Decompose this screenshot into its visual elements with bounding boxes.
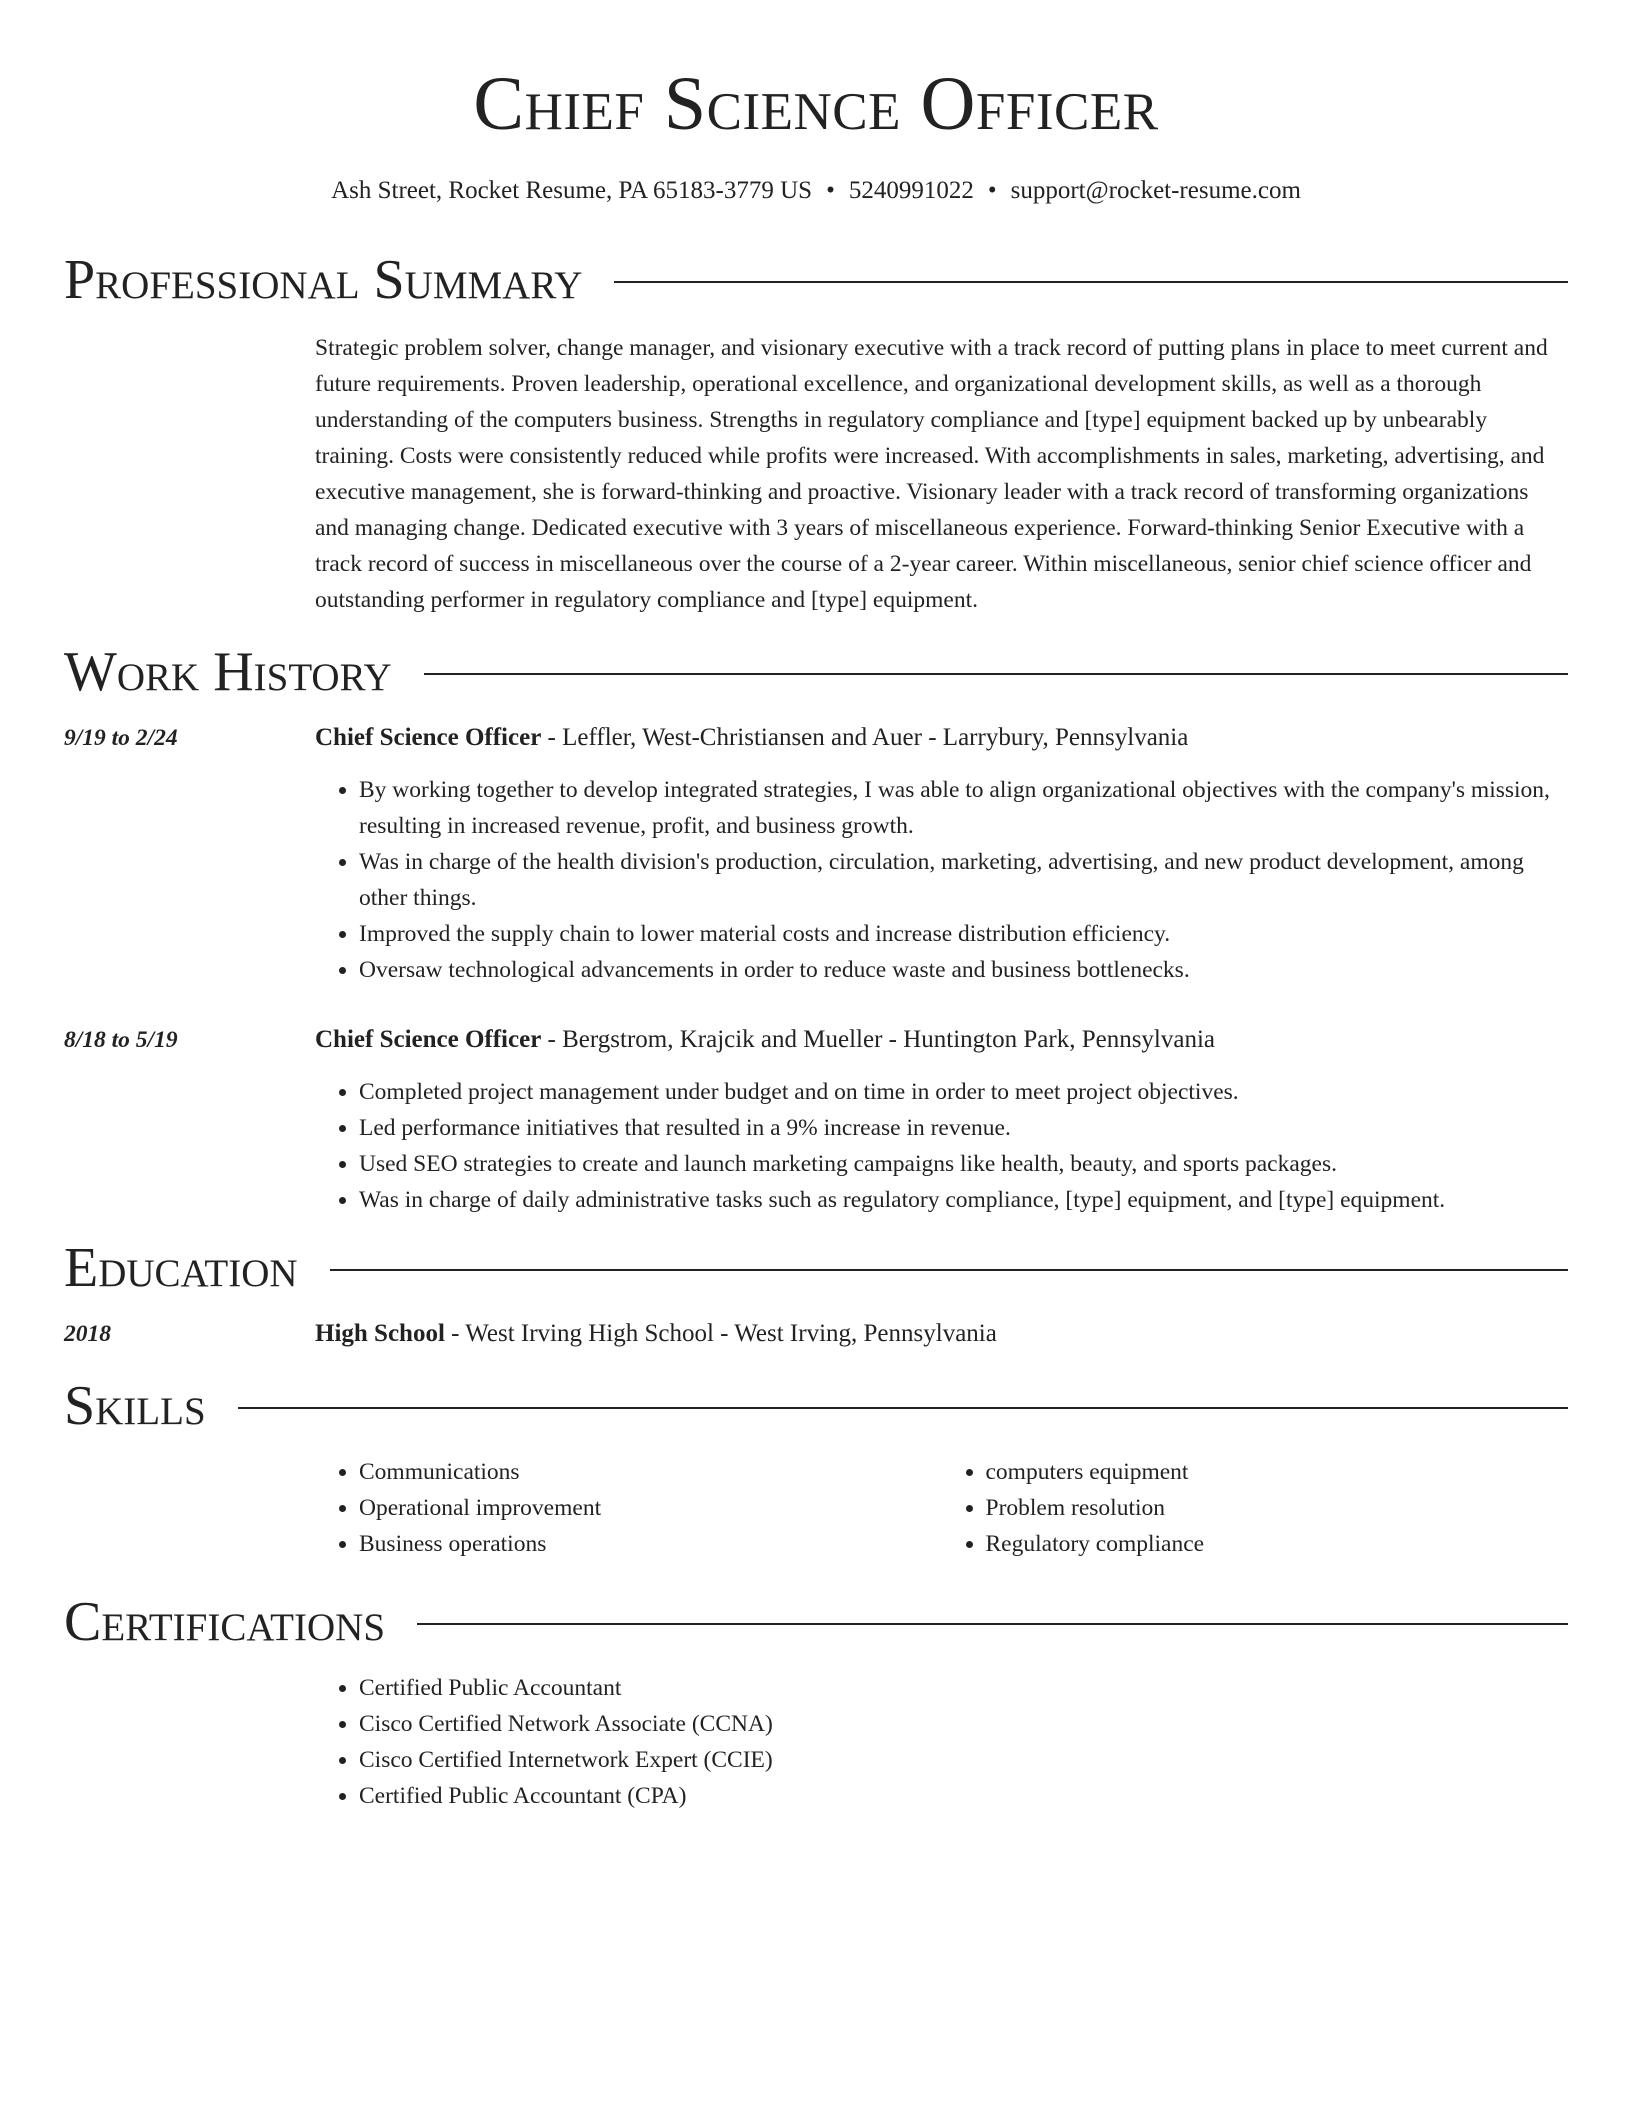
education-year: 2018	[64, 1321, 111, 1347]
section-divider	[424, 673, 1568, 675]
section-divider	[417, 1623, 1568, 1625]
job-details: - Leffler, West-Christiansen and Auer - Larrybury, Pennsylvania	[541, 724, 1189, 751]
job-bullets	[315, 772, 1568, 988]
candidate-name: Chief Science Officer	[473, 62, 1159, 146]
section-title: Certifications	[64, 1591, 386, 1653]
skills-grid	[315, 1454, 1568, 1562]
skills-section	[64, 1376, 1568, 1562]
certifications-list	[315, 1670, 1568, 1814]
list-item: • Led performance initiatives that resulted in a 9% increase in revenue.	[359, 1110, 1568, 1146]
list-item: • Was in charge of the health division's production, circulation, marketing, advertising, and new product development, among other things.	[359, 844, 1568, 916]
list-item: • Certified Public Accountant (CPA)	[359, 1778, 1568, 1814]
section-header	[64, 1238, 1568, 1298]
summary-section	[64, 250, 1568, 618]
list-item: • Communications	[359, 1454, 942, 1490]
list-item: • Completed project management under budget and on time in order to meet project objectives.	[359, 1074, 1568, 1110]
section-title: Professional Summary	[64, 249, 583, 311]
list-item: • Cisco Certified Internetwork Expert (CCIE)	[359, 1742, 1568, 1778]
list-item: • By working together to develop integrated strategies, I was able to align organizational objectives with the company's mission, resulting in increased revenue, profit, and business growth.	[359, 772, 1568, 844]
education-entry	[64, 1316, 1568, 1352]
job-entry	[64, 720, 1568, 988]
job-header	[64, 720, 1568, 756]
job-title-line	[315, 720, 1568, 756]
section-divider	[238, 1407, 1568, 1409]
section-header	[64, 642, 1568, 702]
certifications-section	[64, 1592, 1568, 1814]
job-role: Chief Science Officer	[315, 724, 542, 751]
education-section	[64, 1238, 1568, 1352]
job-details: - Bergstrom, Krajcik and Mueller - Huntington Park, Pennsylvania	[541, 1026, 1216, 1053]
list-item: • computers equipment	[986, 1454, 1569, 1490]
section-header	[64, 1376, 1568, 1436]
job-entry	[64, 1022, 1568, 1218]
section-header	[64, 250, 1568, 310]
section-title: Education	[64, 1237, 298, 1299]
job-role: Chief Science Officer	[315, 1026, 542, 1053]
section-divider	[614, 281, 1568, 283]
education-details: - West Irving High School - West Irving, Pennsylvania	[444, 1320, 997, 1347]
contact-separator: •	[826, 177, 835, 204]
list-item: • Regulatory compliance	[986, 1526, 1569, 1562]
education-degree: High School	[315, 1320, 445, 1347]
skills-column-right	[942, 1454, 1569, 1562]
job-dates: 9/19 to 2/24	[64, 725, 178, 751]
list-item: • Was in charge of daily administrative tasks such as regulatory compliance, [type] equipment, and [type] equipment.	[359, 1182, 1568, 1218]
job-header	[64, 1022, 1568, 1058]
job-title-line	[315, 1022, 1568, 1058]
list-item: • Certified Public Accountant	[359, 1670, 1568, 1706]
education-line	[315, 1316, 1568, 1352]
summary-text: Strategic problem solver, change manager, and visionary executive with a track record of putting plans in place to meet current and future requirements. Proven leadership, operational excellence, and organizational development skills, as well as a thorough understanding of the computers business. Strengths in regulatory compliance and [type] equipment backed up by unbearably training. Costs were consistently reduced while profits were increased. With accomplishments in sales, marketing, advertising, and executive management, she is forward-thinking and proactive. Visionary leader with a track record of transforming organizations and managing change. Dedicated executive with 3 years of miscellaneous experience. Forward-thinking Senior Executive with a track record of success in miscellaneous over the course of a 2-year career. Within miscellaneous, senior chief science officer and outstanding performer in regulatory compliance and [type] equipment.	[315, 335, 1548, 613]
section-header	[64, 1592, 1568, 1652]
list-item: • Operational improvement	[359, 1490, 942, 1526]
contact-email: support@rocket-resume.com	[1010, 177, 1301, 204]
work-history-section	[64, 642, 1568, 1218]
list-item: • Improved the supply chain to lower material costs and increase distribution efficiency.	[359, 916, 1568, 952]
contact-separator: •	[987, 177, 997, 204]
list-item: • Used SEO strategies to create and launch marketing campaigns like health, beauty, and sports packages.	[359, 1146, 1568, 1182]
contact-line	[64, 176, 1568, 206]
contact-phone: 5240991022	[848, 177, 974, 204]
section-divider	[330, 1269, 1568, 1271]
list-item: • Oversaw technological advancements in order to reduce waste and business bottlenecks.	[359, 952, 1568, 988]
list-item: • Problem resolution	[986, 1490, 1569, 1526]
contact-address: Ash Street, Rocket Resume, PA 65183-3779 US	[331, 177, 813, 204]
section-title: Work History	[64, 641, 392, 703]
section-title: Skills	[64, 1375, 206, 1437]
list-item: • Business operations	[359, 1526, 942, 1562]
job-bullets	[315, 1074, 1568, 1218]
list-item: • Cisco Certified Network Associate (CCNA)	[359, 1706, 1568, 1742]
job-dates: 8/18 to 5/19	[64, 1027, 178, 1053]
skills-column-left	[315, 1454, 942, 1562]
